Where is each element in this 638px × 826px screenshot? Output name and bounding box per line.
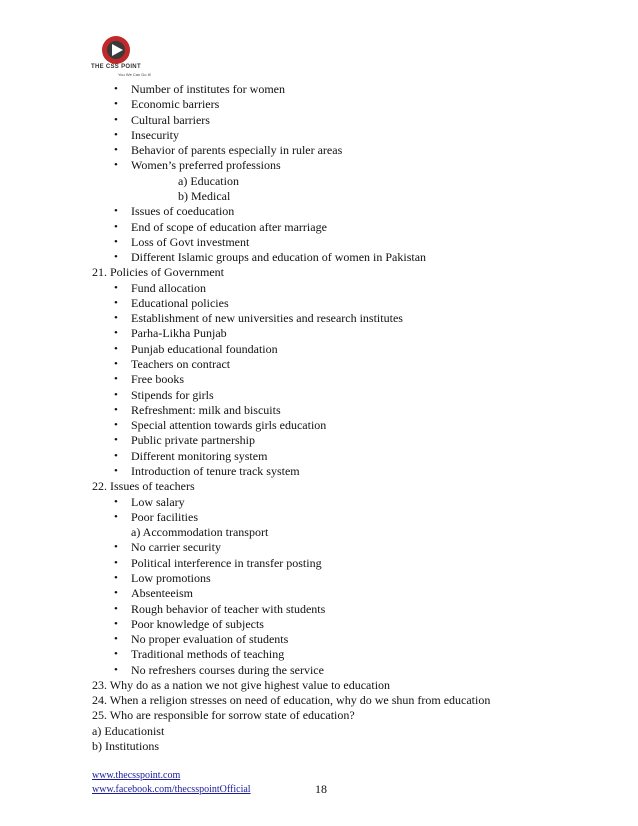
list-item: • No carrier security	[131, 540, 221, 555]
list-item: • Fund allocation	[131, 281, 206, 296]
list-item: • Punjab educational foundation	[131, 342, 278, 357]
list-item: • Loss of Govt investment	[131, 235, 249, 250]
sub-item: a) Education	[178, 173, 239, 188]
list-item: • Traditional methods of teaching	[131, 647, 284, 662]
list-item: • Insecurity	[131, 128, 179, 143]
footer-site-link[interactable]: www.thecsspoint.com	[92, 770, 181, 781]
section-heading: 23. Why do as a nation we not give highest value to education	[92, 677, 391, 692]
sub-item: b) Medical	[178, 188, 231, 203]
list-item: • Refreshment: milk and biscuits	[131, 403, 281, 418]
section-heading: b) Institutions	[92, 739, 160, 754]
footer-facebook-link[interactable]: www.facebook.com/thecsspointOfficial	[92, 784, 251, 795]
section-heading: 21. Policies of Government	[92, 265, 224, 280]
section-heading: a) Educationist	[92, 723, 165, 738]
list-item: • Different Islamic groups and education of women in Pakistan	[131, 250, 426, 265]
list-item: • Teachers on contract	[131, 357, 230, 372]
list-item: • Free books	[131, 372, 184, 387]
sub-item: a) Accommodation transport	[131, 525, 269, 540]
section-heading: 22. Issues of teachers	[92, 479, 195, 494]
list-item: • Poor facilities	[131, 510, 198, 525]
list-item: • Cultural barriers	[131, 113, 210, 128]
list-item: • No proper evaluation of students	[131, 632, 288, 647]
list-item: • Political interference in transfer posting	[131, 556, 322, 571]
logo-name: THE CSS POINT	[91, 64, 141, 70]
page-number: 18	[315, 782, 327, 796]
list-item: • Low promotions	[131, 571, 211, 586]
list-item: • Special attention towards girls education	[131, 418, 326, 433]
list-item: • Educational policies	[131, 296, 229, 311]
section-heading: 25. Who are responsible for sorrow state of education?	[92, 708, 355, 723]
list-item: • Economic barriers	[131, 97, 219, 112]
list-item: • Establishment of new universities and research institutes	[131, 311, 403, 326]
section-heading: 24. When a religion stresses on need of education, why do we shun from education	[92, 693, 491, 708]
list-item: • Poor knowledge of subjects	[131, 617, 264, 632]
logo-tagline: You We Can Do It!	[118, 72, 151, 77]
list-item: • Public private partnership	[131, 433, 255, 448]
list-item: • No refreshers courses during the service	[131, 663, 324, 678]
list-item: • Absenteeism	[131, 586, 193, 601]
list-item: • Rough behavior of teacher with students	[131, 602, 325, 617]
list-item: • Behavior of parents especially in ruler areas	[131, 143, 342, 158]
list-item: • Different monitoring system	[131, 449, 267, 464]
list-item: • Issues of coeducation	[131, 204, 234, 219]
list-item: • Stipends for girls	[131, 388, 214, 403]
list-item: • Introduction of tenure track system	[131, 464, 300, 479]
list-item: • Low salary	[131, 495, 185, 510]
list-item: • Parha-Likha Punjab	[131, 326, 227, 341]
list-item: • End of scope of education after marriage	[131, 220, 327, 235]
list-item: • Number of institutes for women	[131, 82, 285, 97]
list-item: • Women’s preferred professions	[131, 158, 281, 173]
